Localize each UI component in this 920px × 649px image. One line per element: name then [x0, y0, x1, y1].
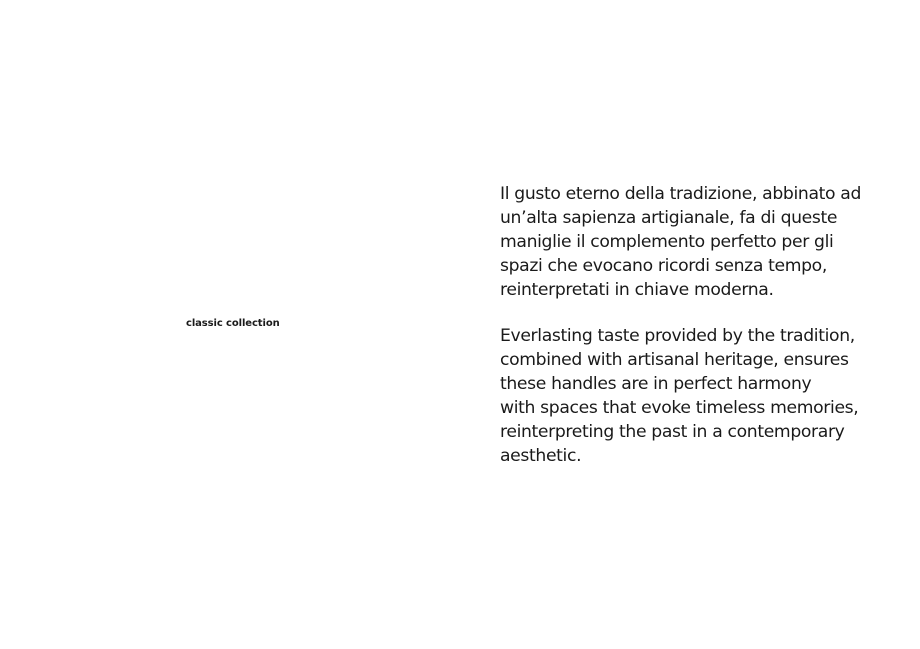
description-column — [500, 182, 905, 468]
paragraph-line: aesthetic. — [500, 446, 582, 466]
italian-paragraph — [500, 182, 905, 302]
paragraph-line: reinterpreting the past in a contemporary — [500, 422, 845, 442]
english-paragraph — [500, 324, 905, 468]
paragraph-line: these handles are in perfect harmony — [500, 374, 812, 394]
paragraph-line: un’alta sapienza artigianale, fa di queste — [500, 208, 838, 228]
paragraph-line: Everlasting taste provided by the tradition, — [500, 326, 855, 346]
paragraph-line: Il gusto eterno della tradizione, abbinato ad — [500, 184, 862, 204]
collection-label: classic collection — [186, 318, 280, 329]
paragraph-line: maniglie il complemento perfetto per gli — [500, 232, 834, 252]
paragraph-line: with spaces that evoke timeless memories, — [500, 398, 859, 418]
paragraph-line: spazi che evocano ricordi senza tempo, — [500, 256, 827, 276]
paragraph-line: combined with artisanal heritage, ensures — [500, 350, 849, 370]
paragraph-line: reinterpretati in chiave moderna. — [500, 280, 774, 300]
